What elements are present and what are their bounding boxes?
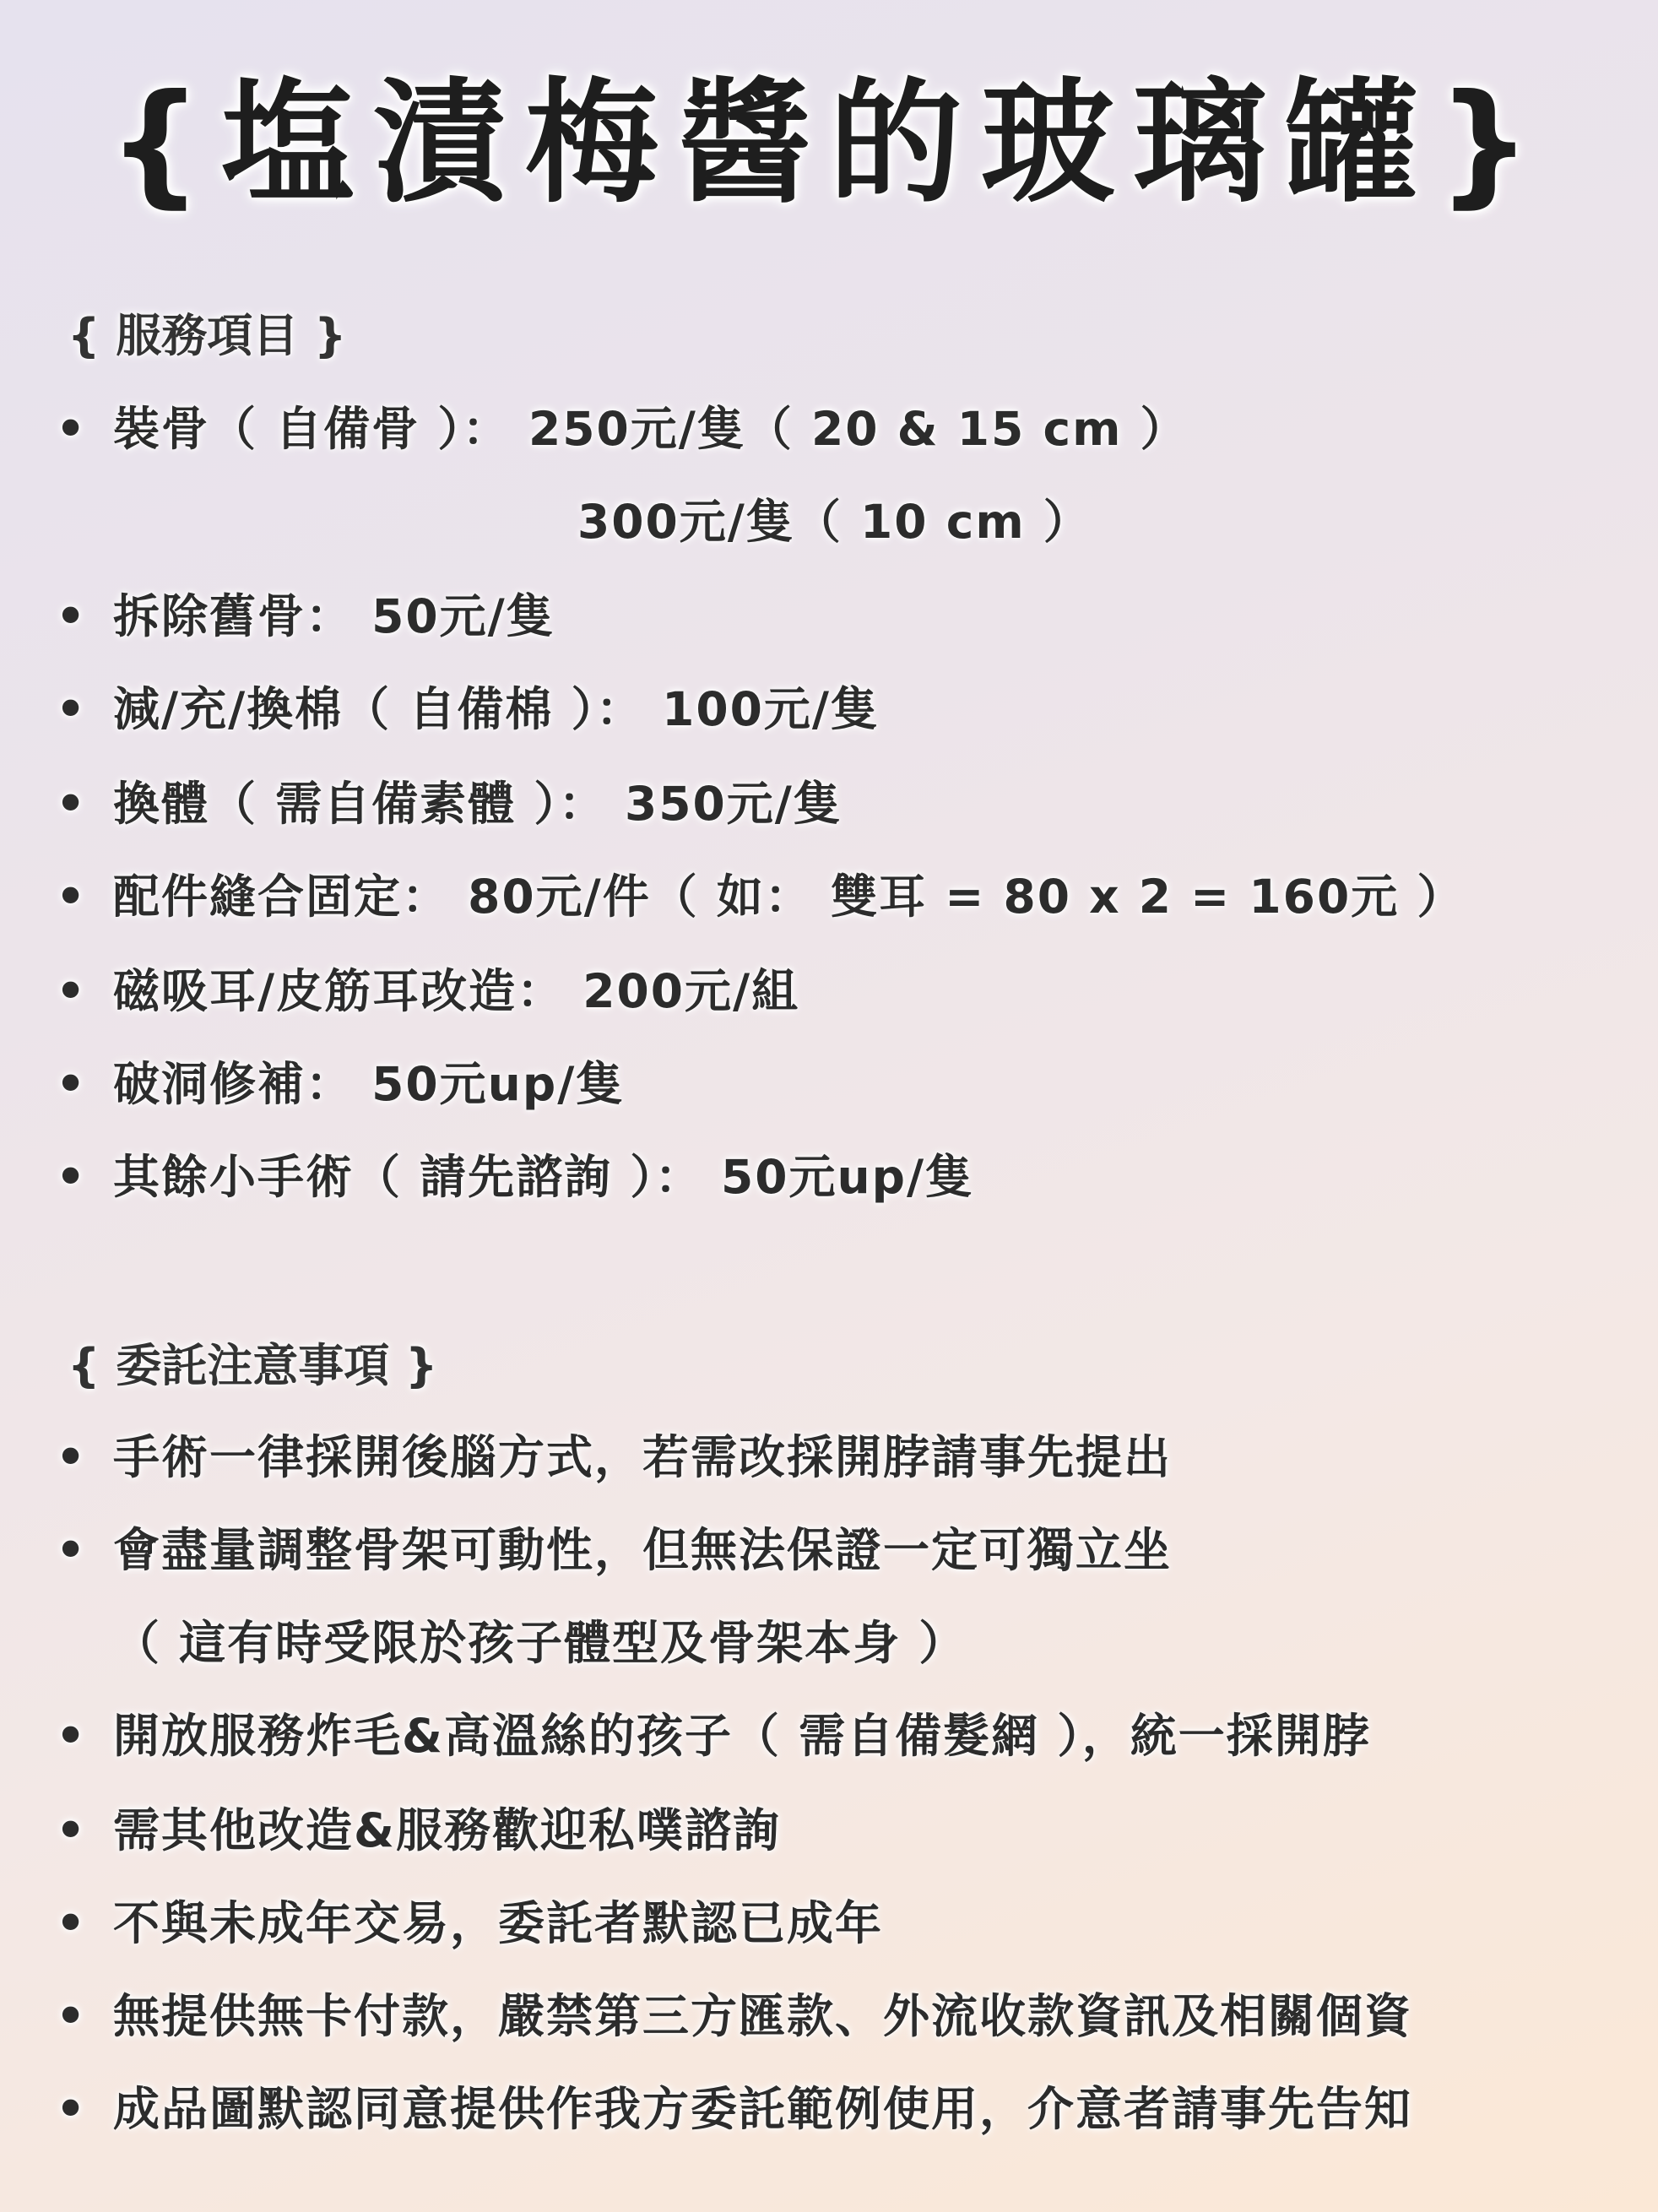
note-item-label: 無提供無卡付款，嚴禁第三方匯款、外流收款資訊及相關個資 [113, 1989, 1413, 2043]
services-heading: { 服務項目 } [68, 309, 347, 362]
service-item-bone-install-small: 300元/隻（ 10 cm ） [577, 495, 1092, 549]
page-title: {塩漬梅醬的玻璃罐} [107, 66, 1551, 221]
bullet: • [56, 1057, 86, 1111]
note-item-label: 會盡量調整骨架可動性，但無法保證一定可獨立坐 [113, 1523, 1173, 1577]
service-item-label: 減/充/換棉（ 自備棉 ）： 100元/隻 [113, 682, 880, 736]
bullet: • [56, 1989, 86, 2043]
bullet: • [56, 1430, 86, 1484]
note-item-label: 手術一律採開後腦方式，若需改採開脖請事先提出 [113, 1430, 1173, 1484]
note-item-label: 成品圖默認同意提供作我方委託範例使用，介意者請事先告知 [113, 2082, 1413, 2136]
bullet: • [56, 1523, 86, 1577]
note-item-continuation: （ 這有時受限於孩子體型及骨架本身 ） [113, 1616, 967, 1670]
bullet: • [56, 1150, 86, 1204]
service-item-label: 裝骨（ 自備骨 ）： 250元/隻（ 20 & 15 cm ） [113, 402, 1189, 456]
note-item-label: 需其他改造&服務歡迎私噗諮詢 [113, 1803, 781, 1857]
service-item-label: 配件縫合固定： 80元/件（ 如： 雙耳 = 80 x 2 = 160元 ） [113, 870, 1466, 924]
bullet: • [56, 1803, 86, 1857]
service-item-label: 其餘小手術（ 請先諮詢 ）： 50元up/隻 [113, 1150, 974, 1204]
bullet: • [56, 964, 86, 1018]
notes-heading: { 委託注意事項 } [68, 1339, 438, 1392]
bullet: • [56, 682, 86, 736]
service-item-label: 換體（ 需自備素體 ）： 350元/隻 [113, 777, 842, 831]
note-item-label: 不與未成年交易，委託者默認已成年 [113, 1896, 884, 1950]
bullet: • [56, 402, 86, 456]
bullet: • [56, 589, 86, 643]
note-item-label: 開放服務炸毛&高溫絲的孩子（ 需自備髮網 ），統一採開脖 [113, 1709, 1371, 1763]
bullet: • [56, 870, 86, 924]
service-item-label: 拆除舊骨： 50元/隻 [113, 589, 555, 643]
bullet: • [56, 1709, 86, 1763]
service-item-label: 磁吸耳/皮筋耳改造： 200元/組 [113, 964, 800, 1018]
bullet: • [56, 1896, 86, 1950]
bullet: • [56, 2082, 86, 2136]
bullet: • [56, 777, 86, 831]
service-item-label: 破洞修補： 50元up/隻 [113, 1057, 625, 1111]
